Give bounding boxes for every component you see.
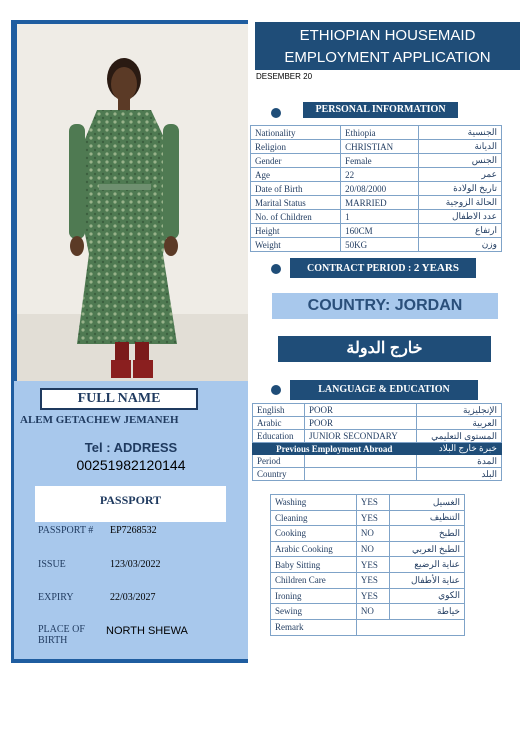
bullet-icon bbox=[271, 108, 281, 118]
language-row bbox=[253, 417, 502, 430]
personal-row-value: 20/08/2000 bbox=[341, 182, 419, 196]
previous-row bbox=[253, 455, 502, 468]
contract-period-label: CONTRACT PERIOD : bbox=[307, 263, 412, 274]
language-row-label: English bbox=[253, 404, 305, 417]
personal-row-value: 50KG bbox=[341, 238, 419, 252]
language-row-ar: المستوى التعليمي bbox=[416, 430, 501, 443]
issue-label: ISSUE bbox=[38, 559, 66, 570]
personal-row-ar: ارتفاع bbox=[419, 224, 502, 238]
personal-row bbox=[251, 238, 502, 252]
previous-row-ar: المدة bbox=[416, 455, 501, 468]
skill-row-label: Children Care bbox=[271, 572, 357, 588]
personal-row-ar: الجنسية bbox=[419, 126, 502, 140]
skill-row-value: NO bbox=[356, 541, 389, 557]
skill-row-value: YES bbox=[356, 510, 389, 526]
skill-row-label: Ironing bbox=[271, 588, 357, 604]
personal-row-ar: وزن bbox=[419, 238, 502, 252]
previous-row-value bbox=[304, 455, 416, 468]
place-of-birth-value: NORTH SHEWA bbox=[106, 625, 188, 637]
skill-row bbox=[271, 526, 465, 542]
skill-row-ar: التنظيف bbox=[390, 510, 465, 526]
contract-period-value: 2 YEARS bbox=[413, 262, 459, 274]
language-table bbox=[252, 403, 502, 481]
language-row-value: JUNIOR SECONDARY bbox=[304, 430, 416, 443]
skill-row-value: YES bbox=[356, 495, 389, 511]
skill-row bbox=[271, 588, 465, 604]
skill-row-ar: خياطة bbox=[390, 604, 465, 620]
personal-row-value: 22 bbox=[341, 168, 419, 182]
skill-row-ar: الكوي bbox=[390, 588, 465, 604]
passport-number-label: PASSPORT # bbox=[38, 525, 94, 536]
skill-row-label: Arabic Cooking bbox=[271, 541, 357, 557]
personal-row-ar: الجنس bbox=[419, 154, 502, 168]
skill-row-ar: الغسيل bbox=[390, 495, 465, 511]
contract-period-header bbox=[290, 258, 476, 278]
personal-row bbox=[251, 224, 502, 238]
place-of-birth-label-1: PLACE OF bbox=[38, 624, 85, 635]
passport-title: PASSPORT bbox=[99, 493, 162, 507]
personal-row-label: Height bbox=[251, 224, 341, 238]
skill-row-label: Cleaning bbox=[271, 510, 357, 526]
previous-row-label: Country bbox=[253, 468, 305, 481]
personal-row-value: 160CM bbox=[341, 224, 419, 238]
previous-row-label: Period bbox=[253, 455, 305, 468]
personal-row bbox=[251, 182, 502, 196]
tel-value: 00251982120144 bbox=[76, 457, 186, 473]
skill-row-label: Sewing bbox=[271, 604, 357, 620]
skill-row bbox=[271, 510, 465, 526]
bullet-icon bbox=[271, 385, 281, 395]
previous-employment-header-arabic: خبرة خارج البلاد bbox=[416, 443, 501, 455]
personal-row-label: Nationality bbox=[251, 126, 341, 140]
skill-row bbox=[271, 557, 465, 573]
personal-row-label: Gender bbox=[251, 154, 341, 168]
applicant-photo bbox=[17, 24, 248, 381]
skill-row-label: Baby Sitting bbox=[271, 557, 357, 573]
personal-row-ar: عدد الاطفال bbox=[419, 210, 502, 224]
personal-row-value: CHRISTIAN bbox=[341, 140, 419, 154]
personal-row-ar: الحالة الزوجية bbox=[419, 196, 502, 210]
personal-row-value: 1 bbox=[341, 210, 419, 224]
bullet-icon bbox=[271, 264, 281, 274]
personal-row-value: MARRIED bbox=[341, 196, 419, 210]
language-row-ar: الإنجليزية bbox=[416, 404, 501, 417]
country-arabic: خارج الدولة bbox=[278, 336, 491, 362]
skill-row bbox=[271, 541, 465, 557]
language-row-value: POOR bbox=[304, 417, 416, 430]
personal-row bbox=[251, 140, 502, 154]
personal-row bbox=[251, 126, 502, 140]
personal-row-ar: الديانة bbox=[419, 140, 502, 154]
personal-row-label: Marital Status bbox=[251, 196, 341, 210]
skill-row-label: Cooking bbox=[271, 526, 357, 542]
title-line-2: EMPLOYMENT APPLICATION bbox=[284, 49, 491, 66]
expiry-label: EXPIRY bbox=[38, 592, 74, 603]
tel-label: Tel : ADDRESS bbox=[84, 440, 178, 455]
personal-row-label: No. of Children bbox=[251, 210, 341, 224]
expiry-value: 22/03/2027 bbox=[110, 592, 156, 603]
previous-row-ar: البلد bbox=[416, 468, 501, 481]
personal-row-ar: تاريخ الولادة bbox=[419, 182, 502, 196]
language-row-value: POOR bbox=[304, 404, 416, 417]
language-row bbox=[253, 404, 502, 417]
previous-row-value bbox=[304, 468, 416, 481]
skill-row-label: Washing bbox=[271, 495, 357, 511]
personal-row-value: Female bbox=[341, 154, 419, 168]
personal-row bbox=[251, 196, 502, 210]
personal-row-label: Age bbox=[251, 168, 341, 182]
full-name-value: ALEM GETACHEW JEMANEH bbox=[20, 414, 179, 426]
language-row-ar: العربية bbox=[416, 417, 501, 430]
skill-row bbox=[271, 604, 465, 620]
personal-info-table bbox=[250, 125, 502, 252]
skill-row-ar: عناية الرضيع bbox=[390, 557, 465, 573]
personal-row bbox=[251, 154, 502, 168]
language-education-header: LANGUAGE & EDUCATION bbox=[290, 380, 478, 400]
application-title bbox=[255, 22, 520, 70]
remark-value bbox=[356, 619, 464, 635]
title-line-1: ETHIOPIAN HOUSEMAID bbox=[299, 27, 476, 44]
personal-row-label: Weight bbox=[251, 238, 341, 252]
skill-row bbox=[271, 495, 465, 511]
language-row-label: Education bbox=[253, 430, 305, 443]
skill-row-value: YES bbox=[356, 572, 389, 588]
personal-info-header: PERSONAL INFORMATION bbox=[303, 102, 458, 118]
language-row-label: Arabic bbox=[253, 417, 305, 430]
personal-row-ar: عمر bbox=[419, 168, 502, 182]
skills-table bbox=[270, 494, 465, 636]
issue-value: 123/03/2022 bbox=[110, 559, 161, 570]
skill-row-ar: الطبخ العربي bbox=[390, 541, 465, 557]
personal-row-label: Religion bbox=[251, 140, 341, 154]
personal-row bbox=[251, 210, 502, 224]
skill-row-ar: عناية الأطفال bbox=[390, 572, 465, 588]
place-of-birth-label-2: BIRTH bbox=[38, 635, 68, 646]
skill-row-ar: الطبخ bbox=[390, 526, 465, 542]
previous-row bbox=[253, 468, 502, 481]
skill-row-value: NO bbox=[356, 604, 389, 620]
skill-row bbox=[271, 572, 465, 588]
personal-row-label: Date of Birth bbox=[251, 182, 341, 196]
skill-row-value: YES bbox=[356, 588, 389, 604]
language-row bbox=[253, 430, 502, 443]
full-name-label: FULL NAME bbox=[40, 388, 198, 410]
remark-label: Remark bbox=[271, 619, 357, 635]
skill-row-value: YES bbox=[356, 557, 389, 573]
application-date: DESEMBER 20 bbox=[256, 72, 313, 81]
previous-employment-header: Previous Employment Abroad bbox=[253, 443, 417, 455]
personal-row bbox=[251, 168, 502, 182]
skill-row-value: NO bbox=[356, 526, 389, 542]
country-box: COUNTRY: JORDAN bbox=[272, 293, 498, 319]
passport-number-value: EP7268532 bbox=[110, 525, 157, 536]
personal-row-value: Ethiopia bbox=[341, 126, 419, 140]
